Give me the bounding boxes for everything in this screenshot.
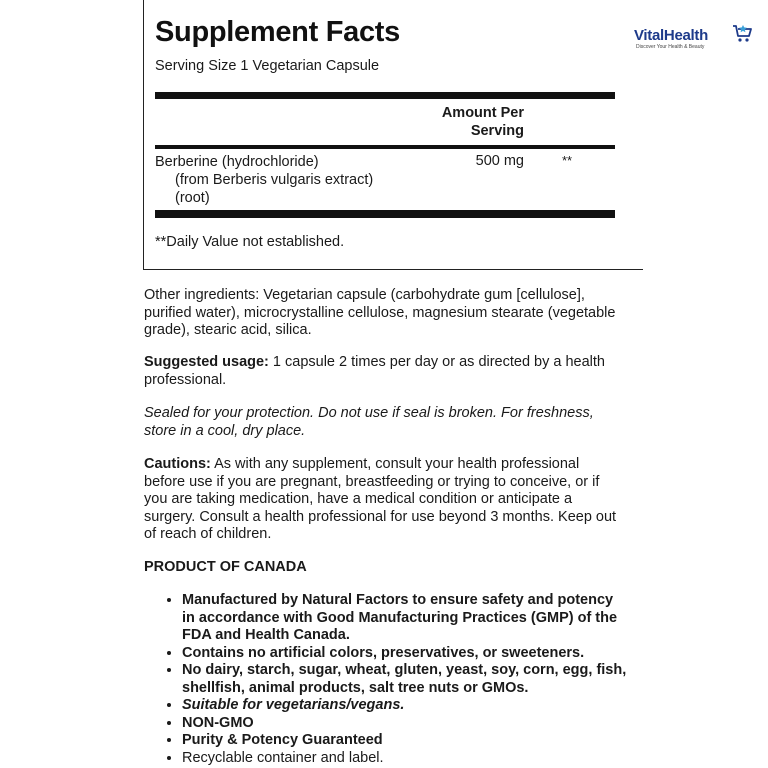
facts-divider-mid [155,145,615,149]
shopping-cart-icon [732,23,754,45]
amount-per-serving-header [424,104,524,140]
logo-text: VitalHealth [634,27,708,44]
cautions-text: As with any supplement, consult your health professional before use if you are pregnant, breastfeeding or trying to conceive, or if you are taking medication, have a medical condition or anticipate a surgery. Consult a health professional for use beyond 3 months. Keep out of reach of children. [144,456,617,542]
vitalhealth-logo [634,23,754,53]
ingredient-amount: 500 mg [475,153,524,169]
daily-value-note: **Daily Value not established. [155,234,345,250]
feature-item: • Manufactured by Natural Factors to ensure safety and potency in accordance with Good Manufacturing Practices (GMP) of the FDA and Health Canada. [182,592,628,645]
cautions-label: Cautions: [144,456,211,472]
product-origin: PRODUCT OF CANADA [144,559,307,575]
feature-item: • Contains no artificial colors, preservatives, or sweeteners. [182,645,628,663]
suggested-usage [144,354,624,389]
supplement-facts-title: Supplement Facts [155,16,400,48]
other-ingredients: Other ingredients: Vegetarian capsule (carbohydrate gum [cellulose], purified water), microcrystalline cellulose, magnesium stearate (vegetable grade), stearic acid, silica. [144,287,616,338]
ingredient-line2: (from Berberis vulgaris extract) [175,172,374,188]
ingredient-line3: (root) [175,190,210,206]
feature-item: • Recyclable container and label. [182,750,628,768]
feature-item: • No dairy, starch, sugar, wheat, gluten, yeast, soy, corn, egg, fish, shellfish, animal products, salt tree nuts or GMOs. [182,662,628,697]
supplement-facts-panel [143,0,643,270]
facts-divider-top [155,92,615,99]
feature-item: • NON-GMO [182,715,628,733]
facts-divider-bottom [155,210,615,218]
usage-label: Suggested usage: [144,354,269,370]
feature-item: • Suitable for vegetarians/vegans. [182,697,628,715]
amount-header-line1: Amount Per [441,105,524,121]
ingredient-name [155,153,373,207]
sealed-notice: Sealed for your protection. Do not use if seal is broken. For freshness, store in a cool, dry place. [144,405,594,439]
ingredient-line1: Berberine (hydrochloride) [155,154,319,170]
ingredient-daily-value: ** [562,153,573,168]
usage-text: 1 capsule 2 times per day or as directed by a health professional. [144,354,605,388]
logo-tagline: Discover Your Health & Beauty [636,44,705,50]
serving-size: Serving Size 1 Vegetarian Capsule [155,58,380,74]
amount-header-line2: Serving [470,123,524,139]
cautions [144,456,624,544]
feature-list [144,592,628,767]
feature-item: • Purity & Potency Guaranteed [182,732,628,750]
